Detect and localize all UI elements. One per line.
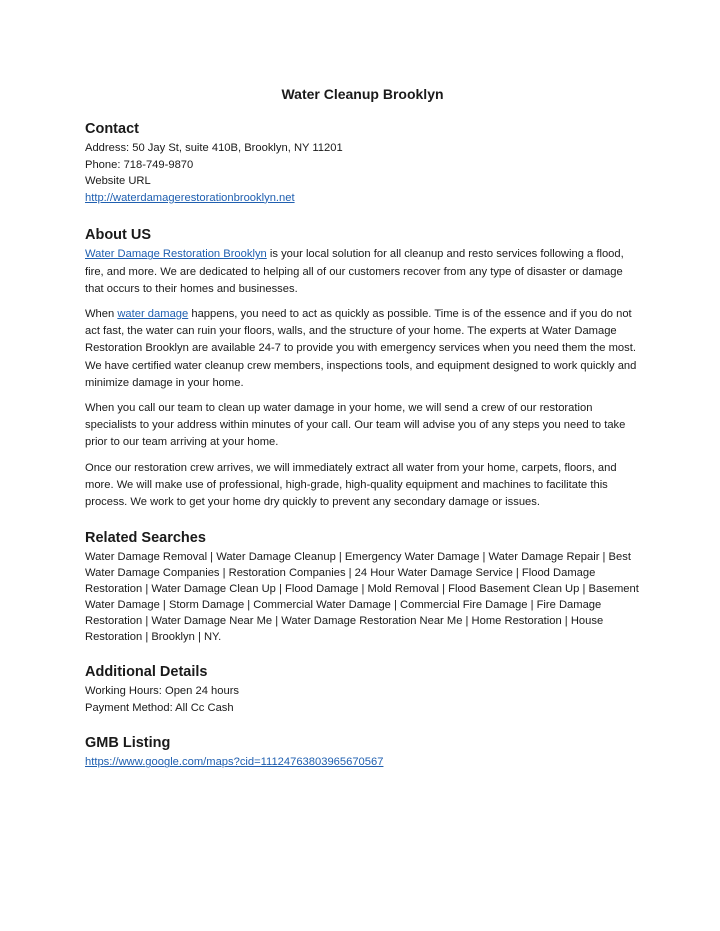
about-heading: About US: [85, 227, 152, 244]
payment-method-line: Payment Method: All Cc Cash: [85, 701, 234, 714]
about-section: [85, 226, 640, 511]
gmb-heading: GMB Listing: [85, 735, 171, 752]
gmb-section: [85, 734, 640, 771]
website-link[interactable]: http://waterdamagerestorationbrooklyn.net: [85, 191, 295, 204]
related-searches-section: [85, 529, 640, 645]
document-title: Water Cleanup Brooklyn: [281, 86, 444, 102]
additional-details-section: [85, 663, 640, 716]
website-label: Website URL: [85, 175, 151, 188]
related-searches-heading: Related Searches: [85, 530, 206, 547]
document-page: [85, 86, 640, 785]
working-hours-line: Working Hours: Open 24 hours: [85, 685, 240, 698]
about-p2-text: happens, you need to act as quickly as possible. Time is of the essence and if you do not act fast, the water can ruin your floors, walls, and the structure of your home. The experts at Water Damage Restoration Brooklyn are available 24-7 to provide you with emergency services when you need them the most. We have certified water cleanup crew members, inspections tools, and equipment designed to work quickly and minimize damage in your home.: [85, 307, 637, 389]
about-paragraph-2: [85, 306, 640, 392]
phone-line: Phone: 718-749-9870: [85, 158, 194, 171]
water-damage-link[interactable]: water damage: [117, 307, 189, 320]
related-searches-text: Water Damage Removal | Water Damage Cleanup | Emergency Water Damage | Water Damage Repair | Best Water Damage Companies | Restoration Companies | 24 Hour Water Damage Service | Flood Damage Restoration | Water Damage Clean Up | Flood Damage | Mold Removal | Flood Basement Clean Up | Basement Water Damage | Storm Damage | Commercial Water Damage | Commercial Fire Damage | Fire Damage Restoration | Water Damage Near Me | Water Damage Restoration Near Me | Home Restoration | House Restoration | Brooklyn | NY.: [85, 551, 639, 644]
about-p2-pre: When: [85, 307, 118, 320]
additional-details-heading: Additional Details: [85, 664, 208, 681]
contact-section: [85, 120, 640, 206]
contact-heading: Contact: [85, 121, 139, 137]
business-name-link[interactable]: Water Damage Restoration Brooklyn: [85, 248, 267, 261]
gmb-link[interactable]: https://www.google.com/maps?cid=11124763803965670567: [85, 756, 384, 769]
about-paragraph-4: Once our restoration crew arrives, we will immediately extract all water from your home, carpets, floors, and more. We will make use of professional, high-grade, high-quality equipment and machines to facilitate this process. We work to get your home dry quickly to prevent any secondary damage or issues.: [85, 461, 617, 509]
address-line: Address: 50 Jay St, suite 410B, Brooklyn, NY 11201: [85, 142, 343, 154]
about-paragraph-1: [85, 246, 640, 298]
about-paragraph-3: When you call our team to clean up water damage in your home, we will send a crew of our restoration specialists to your address within minutes of your call. Our team will advise you of any steps you need to take prior to our team arriving at your home.: [85, 402, 626, 449]
about-p1-text: is your local solution for all cleanup and resto services following a flood, fire, and more. We are dedicated to helping all of our customers recover from any type of disaster or damage that occurs to their homes and businesses.: [85, 248, 624, 295]
